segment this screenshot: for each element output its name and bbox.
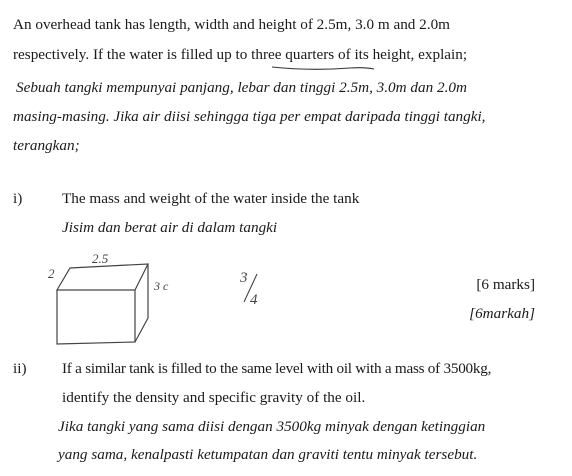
question-en-line-2: respectively. If the water is filled up to three quarters of its height, explain;: [13, 46, 468, 63]
annotation-height: 3 c: [154, 279, 169, 293]
part-i-ms: Jisim dan berat air di dalam tangki: [62, 219, 278, 236]
marks-en: [6 marks]: [476, 276, 535, 293]
marks-ms: [6markah]: [469, 305, 535, 322]
part-i-en: The mass and weight of the water inside the tank: [62, 190, 360, 207]
part-ii-ms-line-2: yang sama, kenalpasti ketumpatan dan graviti tentu minyak tersebut.: [58, 446, 478, 463]
fraction-slash-icon: [244, 274, 257, 302]
question-ms-line-3: terangkan;: [13, 137, 80, 154]
question-en-line-1: An overhead tank has length, width and height of 2.5m, 3.0 m and 2.0m: [13, 16, 450, 33]
part-i-label: i): [13, 190, 23, 207]
handwritten-underline: [272, 67, 374, 69]
annotation-fraction-bottom: 4: [250, 292, 258, 308]
annotation-length: 2.5: [92, 251, 109, 266]
part-ii-en-line-2: identify the density and specific gravity of the oil.: [62, 389, 366, 406]
question-ms-line-1: Sebuah tangki mempunyai panjang, lebar dan tinggi 2.5m, 3.0m dan 2.0m: [16, 79, 467, 96]
question-ms-line-2: masing-masing. Jika air diisi sehingga tiga per empat daripada tinggi tangki,: [13, 108, 486, 125]
part-ii-label: ii): [13, 360, 27, 377]
annotation-fraction-top: 3: [240, 270, 248, 286]
part-ii-en-line-1: If a similar tank is filled to the same level with oil with a mass of 3500kg,: [62, 360, 492, 377]
tank-sketch-icon: [57, 264, 148, 344]
annotation-side: 2: [48, 266, 55, 281]
part-ii-ms-line-1: Jika tangki yang sama diisi dengan 3500kg minyak dengan ketinggian: [58, 418, 486, 435]
